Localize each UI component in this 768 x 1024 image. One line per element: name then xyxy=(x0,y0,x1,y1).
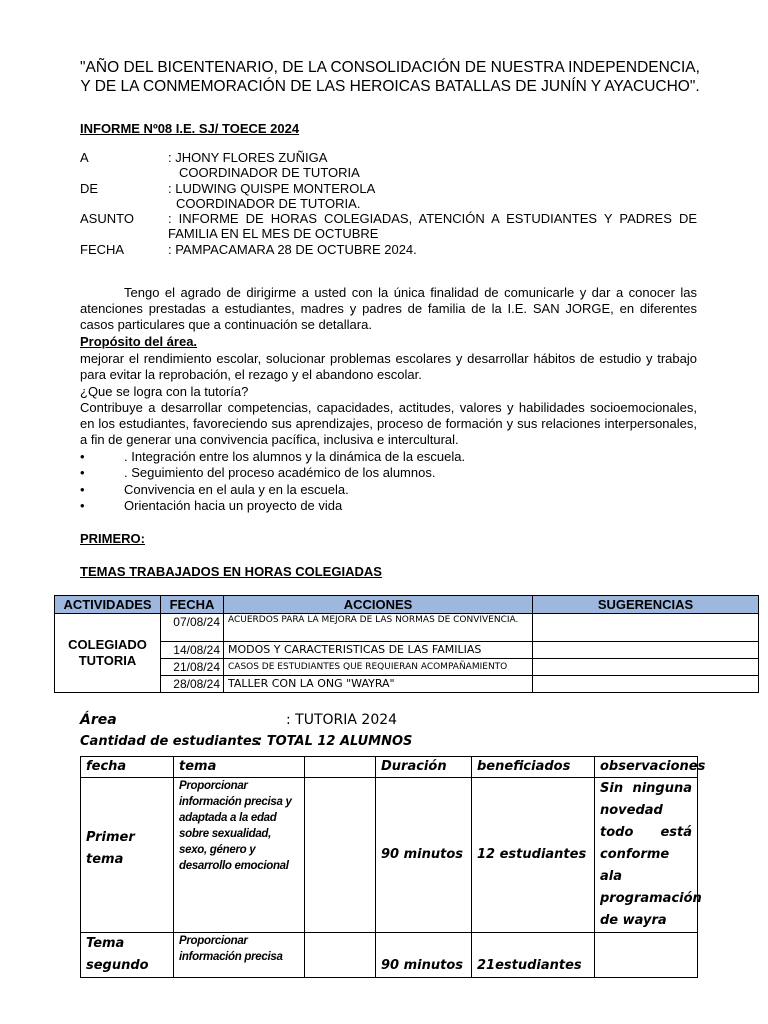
bullet-text: . Integración entre los alumnos y la dinámica de la escuela. xyxy=(124,449,466,464)
bullet-dot: • xyxy=(80,449,85,464)
header-duracion: Duración xyxy=(376,757,472,778)
table-row xyxy=(55,642,759,659)
tutoria-table xyxy=(80,756,706,978)
sugerencia-cell xyxy=(533,642,759,659)
bullet-text: . Seguimiento del proceso académico de los alumnos. xyxy=(124,465,436,480)
table-header-row xyxy=(55,596,759,614)
area-value: : TUTORIA 2024 xyxy=(286,712,398,728)
memo-de-label: DE xyxy=(80,181,99,196)
area-label: Área xyxy=(80,712,117,728)
tema-cell: Proporcionar información precisa xyxy=(174,933,305,978)
table-row xyxy=(55,614,759,642)
table-header-row xyxy=(81,757,698,778)
header-line-1: "AÑO DEL BICENTENARIO, DE LA CONSOLIDACIÓN DE NUESTRA INDEPENDENCIA, xyxy=(80,59,700,76)
temas-heading: TEMAS TRABAJADOS EN HORAS COLEGIADAS xyxy=(80,564,382,579)
table-row xyxy=(81,778,698,933)
observaciones-cell: Sin ninguna novedad todo está conforme ala programación de wayra xyxy=(595,778,698,933)
activity-cell: COLEGIADO TUTORIA xyxy=(55,614,161,693)
bullet-dot: • xyxy=(80,498,85,513)
beneficiados-cell: 21estudiantes xyxy=(472,933,595,978)
count-label: Cantidad de estudiantes xyxy=(80,734,260,749)
horas-colegiadas-table xyxy=(54,595,759,693)
sugerencia-cell xyxy=(533,676,759,693)
header-empty xyxy=(305,757,376,778)
table-row xyxy=(81,933,698,978)
fecha-cell: 21/08/24 xyxy=(161,659,224,676)
bullet-text: Orientación hacia un proyecto de vida xyxy=(124,498,343,513)
memo-de-role: COORDINADOR DE TUTORIA. xyxy=(176,196,361,211)
bullet-text: Convivencia en el aula y en la escuela. xyxy=(124,482,349,497)
header-beneficiados: beneficiados xyxy=(472,757,595,778)
question-text: ¿Que se logra con la tutoría? xyxy=(80,384,249,399)
tema-cell: Proporcionar información precisa y adaptada a la edad sobre sexualidad, sexo, género y desarrollo emocional xyxy=(174,778,305,933)
purpose-title: Propósito del área. xyxy=(80,334,198,349)
header-observaciones: observaciones xyxy=(595,757,698,778)
header-sugerencias: SUGERENCIAS xyxy=(533,596,759,614)
memo-asunto-value-2: FAMILIA EN EL MES DE OCTUBRE xyxy=(168,226,379,241)
fecha-cell: 14/08/24 xyxy=(161,642,224,659)
sugerencia-cell xyxy=(533,614,759,642)
duracion-cell: 90 minutos xyxy=(376,778,472,933)
fecha-cell: Primer tema xyxy=(81,778,174,933)
beneficiados-cell: 12 estudiantes xyxy=(472,778,595,933)
bullet-dot: • xyxy=(80,465,85,480)
header-tema: tema xyxy=(174,757,305,778)
bullet-dot: • xyxy=(80,482,85,497)
intro-paragraph: Tengo el agrado de dirigirme a usted con la única finalidad de comunicarle y dar a conocer las atenciones prestadas a estudiantes, madres y padres de familia de la I.E. SAN JORGE, en diferentes casos particulares que a continuación se detallara. xyxy=(80,285,697,333)
header-fecha: FECHA xyxy=(161,596,224,614)
report-title: INFORME Nº08 I.E. SJ/ TOECE 2024 xyxy=(80,121,300,136)
memo-fecha-label: FECHA xyxy=(80,242,125,257)
memo-asunto-label: ASUNTO xyxy=(80,211,134,226)
observaciones-cell xyxy=(595,933,698,978)
accion-cell: TALLER CON LA ONG "WAYRA" xyxy=(224,676,533,693)
memo-de-value: : LUDWING QUISPE MONTEROLA xyxy=(168,181,376,196)
memo-a-value: : JHONY FLORES ZUÑIGA xyxy=(168,150,328,165)
header-acciones: ACCIONES xyxy=(224,596,533,614)
extra-cell xyxy=(305,933,376,978)
fecha-cell: 07/08/24 xyxy=(161,614,224,642)
accion-cell: CASOS DE ESTUDIANTES QUE REQUIERAN ACOMPAÑAMIENTO xyxy=(224,659,533,676)
fecha-cell: Tema segundo xyxy=(81,933,174,978)
header-fecha: fecha xyxy=(81,757,174,778)
table-row xyxy=(55,659,759,676)
memo-a-label: A xyxy=(80,150,89,165)
header-line-2: Y DE LA CONMEMORACIÓN DE LAS HEROICAS BATALLAS DE JUNÍN Y AYACUCHO". xyxy=(80,78,700,95)
fecha-cell: 28/08/24 xyxy=(161,676,224,693)
sugerencia-cell xyxy=(533,659,759,676)
memo-asunto-value-1: : INFORME DE HORAS COLEGIADAS, ATENCIÓN A ESTUDIANTES Y PADRES DE xyxy=(168,211,697,226)
accion-cell: ACUERDOS PARA LA MEJORA DE LAS NORMAS DE CONVIVENCIA. xyxy=(224,614,533,642)
primero-heading: PRIMERO: xyxy=(80,531,145,546)
purpose-text: mejorar el rendimiento escolar, solucionar problemas escolares y desarrollar hábitos de estudio y trabajo para evitar la reprobación, el rezago y el abandono escolar. xyxy=(80,351,697,383)
answer-paragraph: Contribuye a desarrollar competencias, capacidades, actitudes, valores y habilidades socioemocionales, en los estudiantes, favoreciendo sus aprendizajes, proceso de formación y sus relaciones interpersonales, a fin de generar una convivencia pacífica, inclusiva e intercultural. xyxy=(80,400,697,448)
extra-cell xyxy=(305,778,376,933)
header-actividades: ACTIVIDADES xyxy=(55,596,161,614)
memo-fecha-value: : PAMPACAMARA 28 DE OCTUBRE 2024. xyxy=(168,242,417,257)
memo-a-role: COORDINADOR DE TUTORIA xyxy=(179,165,360,180)
count-value: : TOTAL 12 ALUMNOS xyxy=(257,734,413,749)
duracion-cell: 90 minutos xyxy=(376,933,472,978)
table-row xyxy=(55,676,759,693)
accion-cell: MODOS Y CARACTERISTICAS DE LAS FAMILIAS xyxy=(224,642,533,659)
